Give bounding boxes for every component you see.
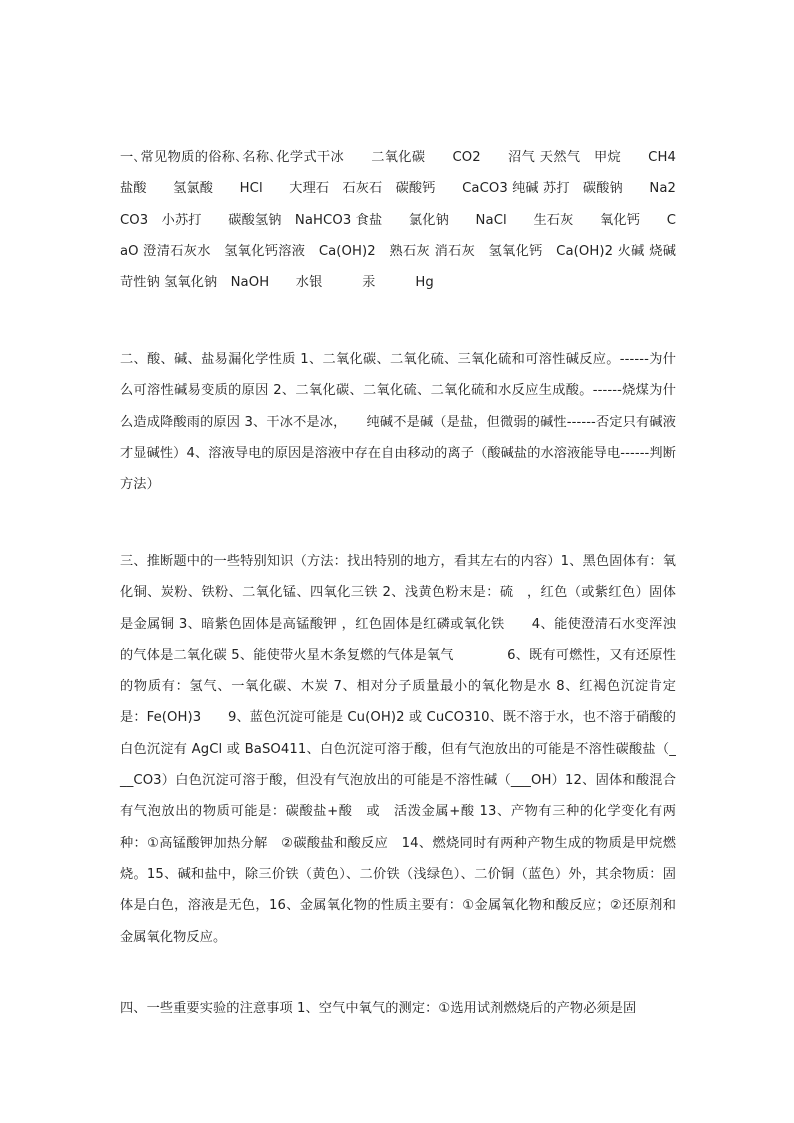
section-inference-knowledge: 三、推断题中的一些特别知识（方法：找出特别的地方，看其左右的内容）1、黑色固体有：氧化铜、炭粉、铁粉、二氧化锰、四氧化三铁 2、浅黄色粉末是：硫 ，红色（或紫红色）固体是金属铜 3、暗紫色固体是高锰酸钾 ，红色固体是红磷或氧化铁 4、能使澄清石水变浑浊的气体是二氧化碳 5、能使带火星木条复燃的气体是氧气 6、既有可燃性，又有还原性的物质有：氢气、一氧化碳、木炭 7、相对分子质量最小的氧化物是水 8、红褐色沉淀肯定是：Fe(OH)3 9、蓝色沉淀可能是 Cu(OH)2 或 CuCO310、既不溶于水，也不溶于硝酸的白色沉淀有 AgCl 或 BaSO411、白色沉淀可溶于酸，但有气泡放出的可能是不溶性碳酸盐（___CO3）白色沉淀可溶于酸，但没有气泡放出的可能是不溶性碱（___OH）12、固体和酸混合有气泡放出的物质可能是：碳酸盐+酸 或 活泼金属+酸 13、产物有三种的化学变化有两种：①高锰酸钾加热分解 ②碳酸盐和酸反应 14、燃烧同时有两种产物生成的物质是甲烷燃烧。15、碱和盐中，除三价铁（黄色）、二价铁（浅绿色）、二价铜（蓝色）外，其余物质：固体是白色，溶液是无色，16、金属氧化物的性质主要有：①金属氧化物和酸反应；②还原剂和金属氧化物反应。 bbox=[120, 554, 676, 945]
section-experiment-notes: 四、一些重要实验的注意事项 1、空气中氧气的测定：①选用试剂燃烧后的产物必须是固 bbox=[120, 1001, 637, 1016]
section-acid-base-salt-properties: 二、酸、碱、盐易漏化学性质 1、二氧化碳、二氧化硫、三氧化硫和可溶性碱反应。------为什么可溶性碱易变质的原因 2、二氧化碳、二氧化硫、二氧化硫和水反应生成酸。------烧煤为什么造成降酸雨的原因 3、干冰不是冰， 纯碱不是碱（是盐，但微弱的碱性------否定只有碱液才显碱性）4、溶液导电的原因是溶液中存在自由移动的离子（酸碱盐的水溶液能导电------判断方法） bbox=[120, 352, 676, 493]
section-common-names: 一､常见物质的俗称､名称､化学式干冰 二氧化碳 CO2 沼气 天然气 甲烷 CH4 盐酸 氢氯酸 HCl 大理石 石灰石 碳酸钙 CaCO3 纯碱 苏打 碳酸钠 Na2CO3 小苏打 碳酸氢钠 NaHCO3 食盐 氯化钠 NaCl 生石灰 氧化钙 CaO 澄清石灰水 氢氧化钙溶液 Ca(OH)2 熟石灰 消石灰 氢氧化钙 Ca(OH)2 火碱 烧碱 苛性钠 氢氧化钠 NaOH 水银 汞 Hg bbox=[120, 150, 676, 291]
